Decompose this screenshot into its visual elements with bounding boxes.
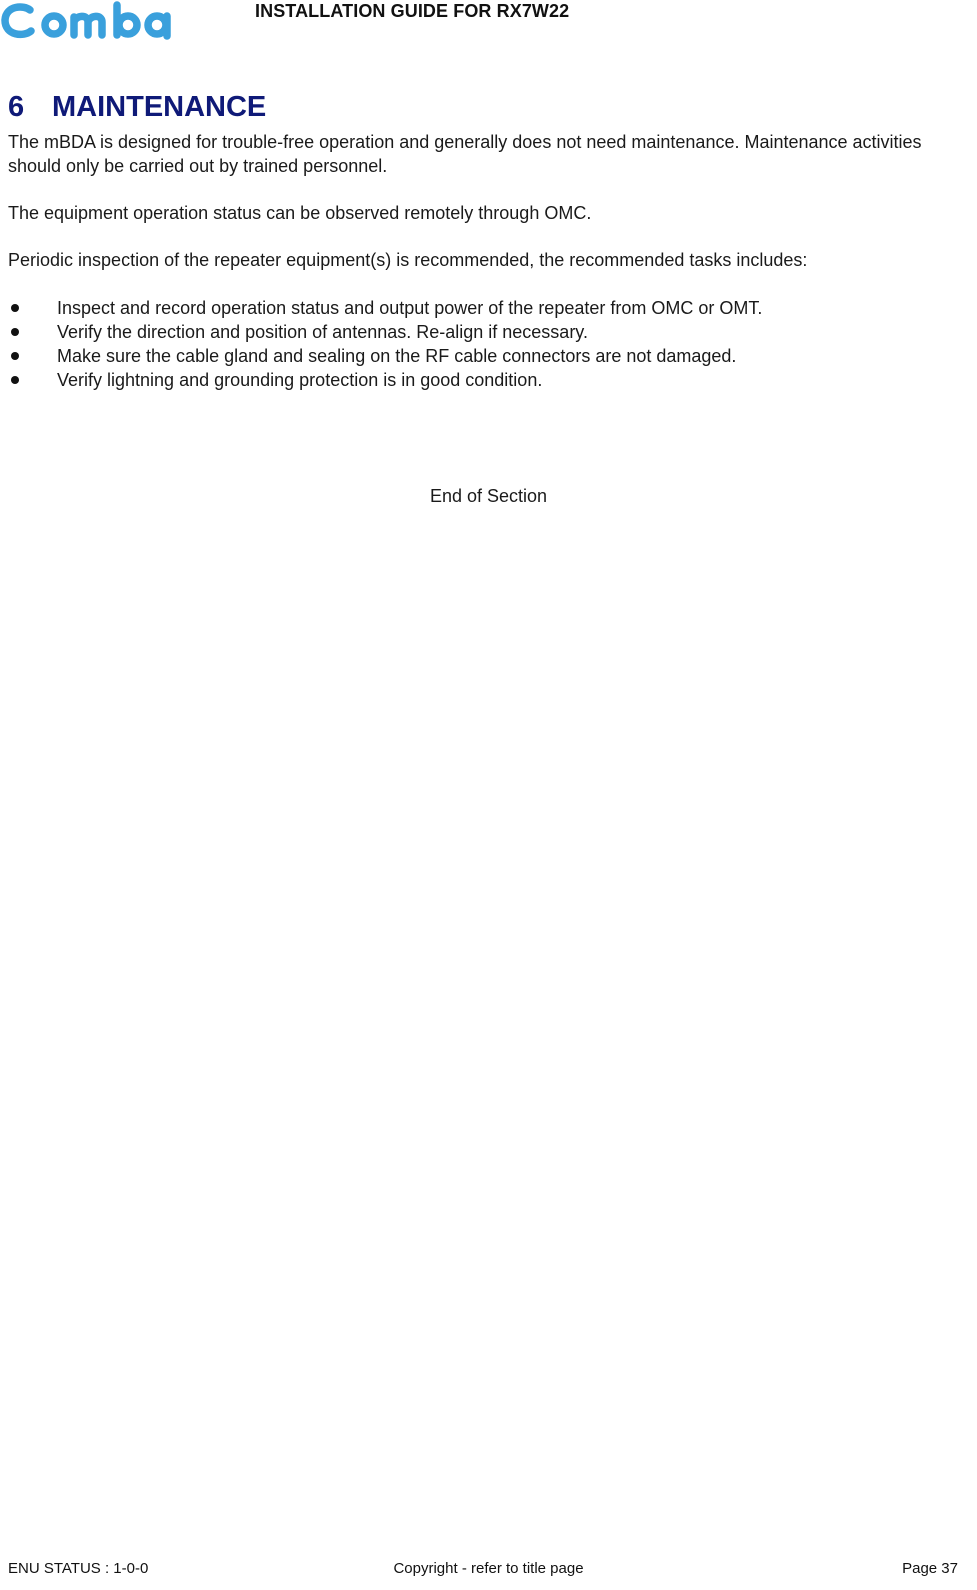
list-item-text: Make sure the cable gland and sealing on the RF cable connectors are not damaged. [57,346,737,366]
maintenance-task-list [8,296,762,392]
list-item-text: Inspect and record operation status and output power of the repeater from OMC or OMT. [57,298,763,318]
footer-copyright: Copyright - refer to title page [393,1560,584,1577]
bullet-dot-icon [11,304,19,312]
intro-paragraph: The mBDA is designed for trouble-free operation and generally does not need maintenance. Maintenance activities should only be carried out by trained personnel. [8,132,922,176]
document-header-title: INSTALLATION GUIDE FOR RX7W22 [255,1,570,21]
list-item [8,320,762,344]
section-heading [8,91,266,124]
comba-logo [0,0,180,42]
footer-status: ENU STATUS : 1-0-0 [8,1560,149,1577]
inspection-paragraph: Periodic inspection of the repeater equipment(s) is recommended, the recommended tasks includes: [8,250,808,270]
list-item-text: Verify the direction and position of antennas. Re-align if necessary. [57,322,588,342]
list-item-text: Verify lightning and grounding protection is in good condition. [57,370,543,390]
bullet-dot-icon [11,352,19,360]
bullet-dot-icon [11,328,19,336]
section-title: MAINTENANCE [52,91,267,124]
list-item [8,296,762,320]
bullet-dot-icon [11,376,19,384]
list-item [8,344,762,368]
status-paragraph: The equipment operation status can be observed remotely through OMC. [8,203,592,223]
end-of-section-text: End of Section [429,486,548,506]
section-number: 6 [8,91,25,124]
footer-page-number: Page 37 [902,1560,958,1577]
list-item [8,368,762,392]
